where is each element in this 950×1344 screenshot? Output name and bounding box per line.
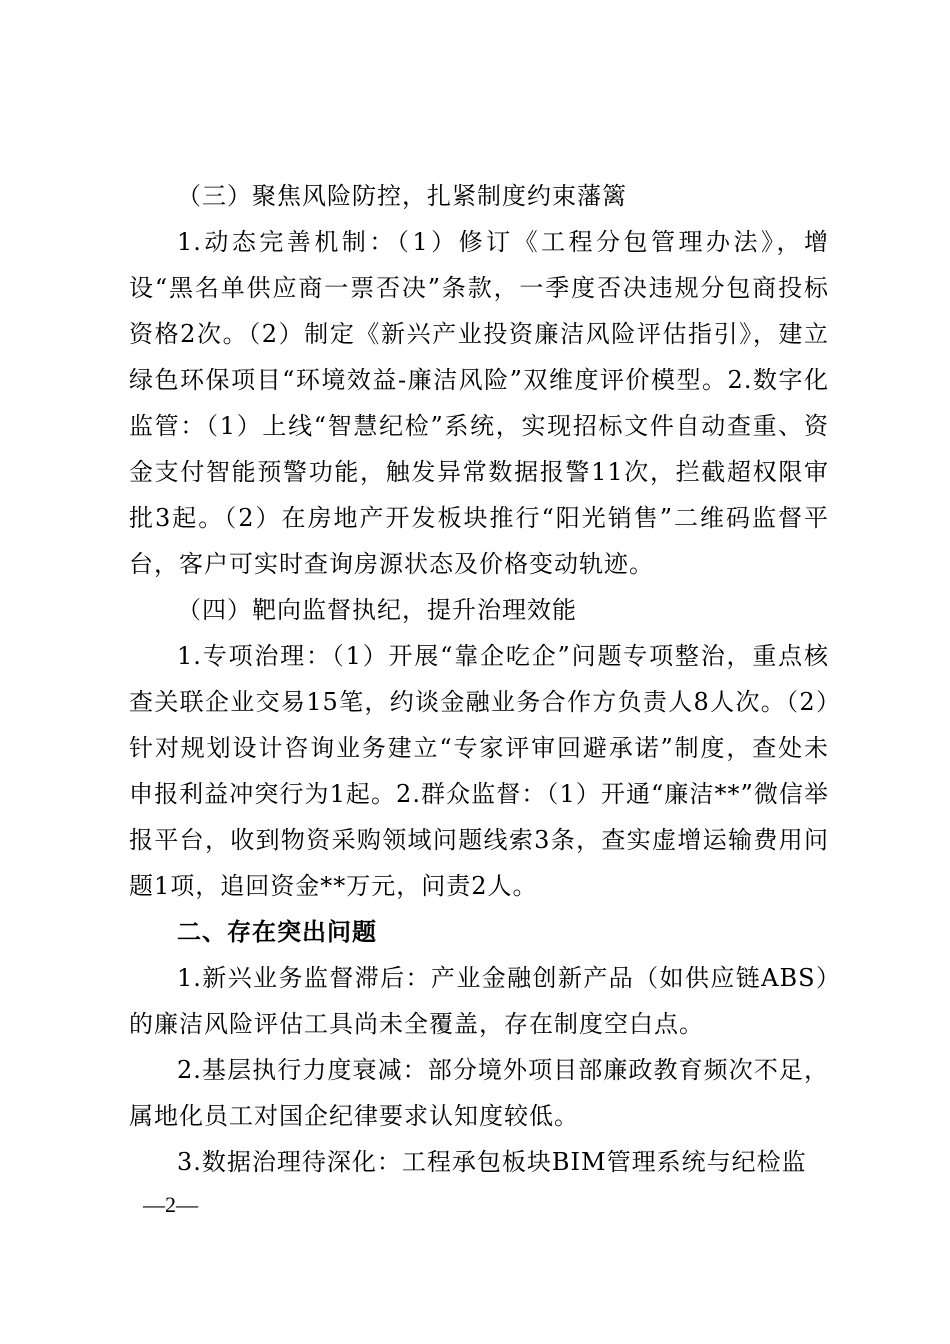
- section-3-heading: （三）聚焦风险防控，扎紧制度约束藩篱: [177, 182, 627, 210]
- problem-item-3: 3.数据治理待深化：工程承包板块BIM管理系统与纪检监: [177, 1148, 807, 1176]
- page-number: —2—: [143, 1192, 198, 1217]
- section-3-paragraph: 1.动态完善机制：（1）修订《工程分包管理办法》，增设“黑名单供应商一票否决”条款，一季度否决违规分包商投标资格2次。（2）制定《新兴产业投资廉洁风险评估指引》，建立绿色环保项目“环境效益-廉洁风险”双维度评价模型。2.数字化监管：（1）上线“智慧纪检”系统，实现招标文件自动查重、资金支付智能预警功能，触发异常数据报警11次，拦截超权限审批3起。（2）在房地产开发板块推行“阳光销售”二维码监督平台，客户可实时查询房源状态及价格变动轨迹。: [129, 228, 829, 578]
- part-2-heading: 二、存在突出问题: [177, 917, 377, 946]
- section-4-paragraph: 1.专项治理：（1）开展“靠企吃企”问题专项整治，重点核查关联企业交易15笔，约谈金融业务合作方负责人8人次。（2）针对规划设计咨询业务建立“专家评审回避承诺”制度，查处未申报利益冲突行为1起。2.群众监督：（1）开通“廉洁**”微信举报平台，收到物资采购领域问题线索3条，查实虚增运输费用问题1项，追回资金**万元，问责2人。: [129, 642, 829, 900]
- section-4-heading: （四）靶向监督执纪，提升治理效能: [177, 596, 577, 624]
- document-body: [129, 173, 829, 1185]
- problem-item-2: 2.基层执行力度衰减：部分境外项目部廉政教育频次不足，属地化员工对国企纪律要求认知度较低。: [129, 1056, 829, 1130]
- problem-item-1: 1.新兴业务监督滞后：产业金融创新产品（如供应链ABS）的廉洁风险评估工具尚未全覆盖，存在制度空白点。: [129, 964, 829, 1038]
